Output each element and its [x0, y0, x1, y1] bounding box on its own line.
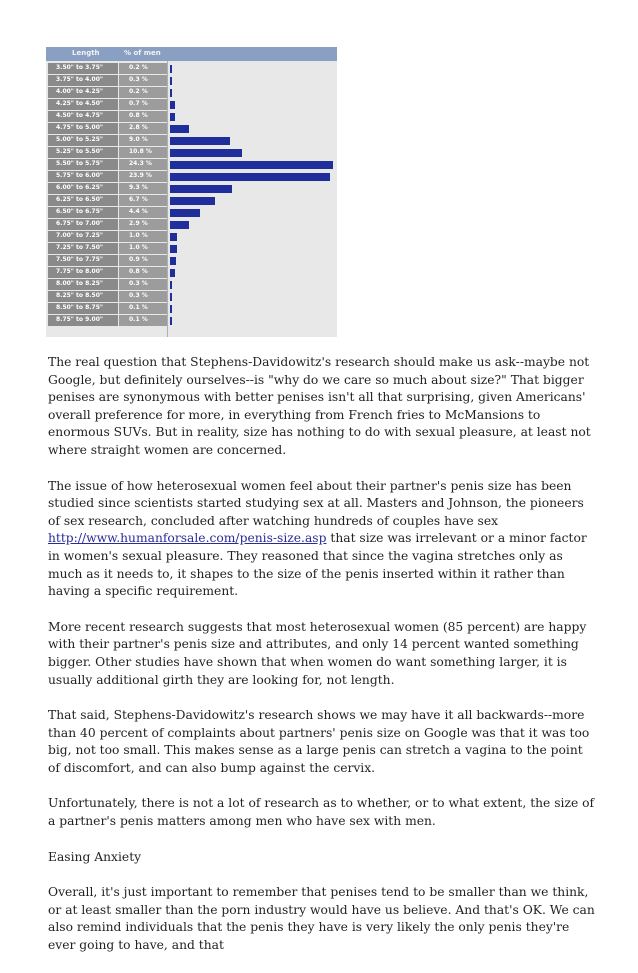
length-cell: [48, 63, 118, 74]
percent-label: 0.8 %: [129, 268, 148, 275]
length-label: 4.25" to 4.50": [56, 100, 104, 107]
percent-cell: [119, 99, 167, 110]
table-row: [46, 255, 337, 266]
table-row: [46, 87, 337, 98]
table-row: [46, 303, 337, 314]
percent-column-header: % of men: [124, 49, 161, 57]
length-cell: [48, 75, 118, 86]
length-cell: [48, 303, 118, 314]
percent-label: 1.0 %: [129, 232, 148, 239]
length-label: 4.50" to 4.75": [56, 112, 104, 119]
percent-label: 0.7 %: [129, 100, 148, 107]
table-row: [46, 135, 337, 146]
paragraph-2-text-end: that size was irrelevant or a minor factor in women's sexual pleasure. They reasoned that since the vagina stretches only as much as it needs to, it shapes to the size of the penis inserted within it rather than having a specific requirement.: [48, 531, 587, 599]
percent-label: 24.3 %: [129, 160, 152, 167]
table-row: [46, 123, 337, 134]
percent-bar: [170, 125, 189, 133]
length-label: 6.50" to 6.75": [56, 208, 104, 215]
length-label: 6.25" to 6.50": [56, 196, 104, 203]
length-cell: [48, 219, 118, 230]
paragraph-4: That said, Stephens-Davidowitz's research shows we may have it all backwards--more than 40 percent of complaints about partners' penis size on Google was that it was too big, not too small. This makes sense as a large penis can stretch a vagina to the point of discomfort, and can also bump against the cervix.: [48, 708, 590, 775]
percent-label: 0.3 %: [129, 76, 148, 83]
percent-cell: [119, 171, 167, 182]
percent-bar: [170, 293, 172, 301]
percent-label: 0.9 %: [129, 256, 148, 263]
percent-cell: [119, 207, 167, 218]
length-label: 7.25" to 7.50": [56, 244, 104, 251]
length-cell: [48, 147, 118, 158]
percent-cell: [119, 315, 167, 326]
length-label: 7.00" to 7.25": [56, 232, 104, 239]
table-row: [46, 219, 337, 230]
percent-cell: [119, 87, 167, 98]
table-row: [46, 207, 337, 218]
percent-bar: [170, 161, 333, 169]
percent-bar: [170, 173, 330, 181]
size-distribution-figure: [46, 47, 337, 337]
percent-bar: [170, 221, 189, 229]
length-cell: [48, 159, 118, 170]
table-row: [46, 75, 337, 86]
length-label: 8.50" to 8.75": [56, 304, 104, 311]
length-label: 4.00" to 4.25": [56, 88, 104, 95]
length-label: 3.75" to 4.00": [56, 76, 104, 83]
percent-cell: [119, 303, 167, 314]
percent-label: 0.8 %: [129, 112, 148, 119]
percent-label: 9.3 %: [129, 184, 148, 191]
percent-label: 0.3 %: [129, 292, 148, 299]
table-row: [46, 195, 337, 206]
paragraph-3: More recent research suggests that most heterosexual women (85 percent) are happy with their partner's penis size and attributes, and only 14 percent wanted something bigger. Other studies have shown that when women do want something larger, it is usually additional girth they are looking for, not length.: [48, 619, 587, 687]
table-row: [46, 159, 337, 170]
paragraph-2: [48, 478, 598, 601]
percent-label: 0.1 %: [129, 304, 148, 311]
table-row: [46, 171, 337, 182]
length-label: 5.75" to 6.00": [56, 172, 104, 179]
percent-bar: [170, 149, 242, 157]
percent-label: 1.0 %: [129, 244, 148, 251]
table-header: [46, 47, 337, 61]
percent-bar: [170, 113, 175, 121]
table-row: [46, 63, 337, 74]
length-label: 8.25" to 8.50": [56, 292, 104, 299]
length-label: 4.75" to 5.00": [56, 124, 104, 131]
percent-bar: [170, 245, 177, 253]
table-row: [46, 99, 337, 110]
percent-label: 23.9 %: [129, 172, 152, 179]
length-column-header: Length: [72, 49, 100, 57]
paragraph-1: The real question that Stephens-Davidowitz's research should make us ask--maybe not Google, but definitely ourselves--is "why do we care so much about size?" That bigger penises are synonymous with better penises isn't all that surprising, given Americans' overall preference for more, in everything from French fries to McMansions to enormous SUVs. But in reality, size has nothing to do with sexual pleasure, at least not where straight women are concerned.: [48, 355, 591, 457]
length-cell: [48, 315, 118, 326]
table-row: [46, 291, 337, 302]
percent-bar: [170, 269, 175, 277]
table-row: [46, 315, 337, 326]
paragraph-2-text-start: The issue of how heterosexual women feel about their partner's penis size has been studied since scientists started studying sex at all. Masters and Johnson, the pioneers of sex research, concluded after watching hundreds of couples have sex: [48, 478, 584, 528]
percent-cell: [119, 159, 167, 170]
percent-bar: [170, 281, 172, 289]
percent-label: 6.7 %: [129, 196, 148, 203]
percent-label: 0.2 %: [129, 88, 148, 95]
humanforsale-link[interactable]: http://www.humanforsale.com/penis-size.asp: [48, 531, 327, 546]
table-row: [46, 267, 337, 278]
length-label: 8.75" to 9.00": [56, 316, 104, 323]
percent-label: 4.4 %: [129, 208, 148, 215]
percent-bar: [170, 77, 172, 85]
percent-label: 10.8 %: [129, 148, 152, 155]
length-cell: [48, 135, 118, 146]
length-label: 3.50" to 3.75": [56, 64, 104, 71]
length-label: 6.00" to 6.25": [56, 184, 104, 191]
paragraph-6: Overall, it's just important to remember that penises tend to be smaller than we think, or at least smaller than the porn industry would have us believe. And that's OK. We can also remind individuals that the penis they have is very likely the only penis they're ever going to have, and that: [48, 885, 595, 953]
percent-bar: [170, 137, 230, 145]
length-cell: [48, 171, 118, 182]
length-cell: [48, 87, 118, 98]
table-row: [46, 147, 337, 158]
percent-bar: [170, 185, 232, 193]
length-cell: [48, 243, 118, 254]
percent-cell: [119, 195, 167, 206]
length-cell: [48, 207, 118, 218]
percent-cell: [119, 135, 167, 146]
percent-bar: [170, 89, 172, 97]
percent-cell: [119, 279, 167, 290]
percent-cell: [119, 267, 167, 278]
length-cell: [48, 279, 118, 290]
percent-bar: [170, 233, 177, 241]
length-label: 8.00" to 8.25": [56, 280, 104, 287]
length-cell: [48, 195, 118, 206]
percent-label: 2.8 %: [129, 124, 148, 131]
article-body: [48, 354, 598, 973]
percent-bar: [170, 305, 172, 313]
percent-cell: [119, 75, 167, 86]
length-cell: [48, 183, 118, 194]
length-cell: [48, 123, 118, 134]
length-label: 7.75" to 8.00": [56, 268, 104, 275]
percent-cell: [119, 255, 167, 266]
table-row: [46, 243, 337, 254]
percent-label: 0.2 %: [129, 64, 148, 71]
table-row: [46, 279, 337, 290]
percent-cell: [119, 183, 167, 194]
section-heading: Easing Anxiety: [48, 849, 142, 864]
length-label: 5.50" to 5.75": [56, 160, 104, 167]
percent-cell: [119, 291, 167, 302]
table-row: [46, 231, 337, 242]
length-cell: [48, 291, 118, 302]
percent-label: 9.0 %: [129, 136, 148, 143]
table-row: [46, 183, 337, 194]
percent-cell: [119, 111, 167, 122]
length-cell: [48, 111, 118, 122]
percent-bar: [170, 257, 176, 265]
paragraph-5: Unfortunately, there is not a lot of research as to whether, or to what extent, the size of a partner's penis matters among men who have sex with men.: [48, 796, 595, 829]
percent-cell: [119, 243, 167, 254]
length-cell: [48, 99, 118, 110]
percent-label: 2.9 %: [129, 220, 148, 227]
table-row: [46, 111, 337, 122]
length-cell: [48, 267, 118, 278]
percent-bar: [170, 197, 215, 205]
length-label: 5.00" to 5.25": [56, 136, 104, 143]
percent-label: 0.1 %: [129, 316, 148, 323]
percent-bar: [170, 101, 175, 109]
percent-label: 0.3 %: [129, 280, 148, 287]
percent-cell: [119, 219, 167, 230]
length-label: 7.50" to 7.75": [56, 256, 104, 263]
percent-cell: [119, 63, 167, 74]
percent-bar: [170, 209, 200, 217]
percent-cell: [119, 123, 167, 134]
percent-bar: [170, 65, 172, 73]
percent-cell: [119, 147, 167, 158]
length-cell: [48, 255, 118, 266]
length-cell: [48, 231, 118, 242]
percent-cell: [119, 231, 167, 242]
length-label: 5.25" to 5.50": [56, 148, 104, 155]
length-label: 6.75" to 7.00": [56, 220, 104, 227]
percent-bar: [170, 317, 172, 325]
